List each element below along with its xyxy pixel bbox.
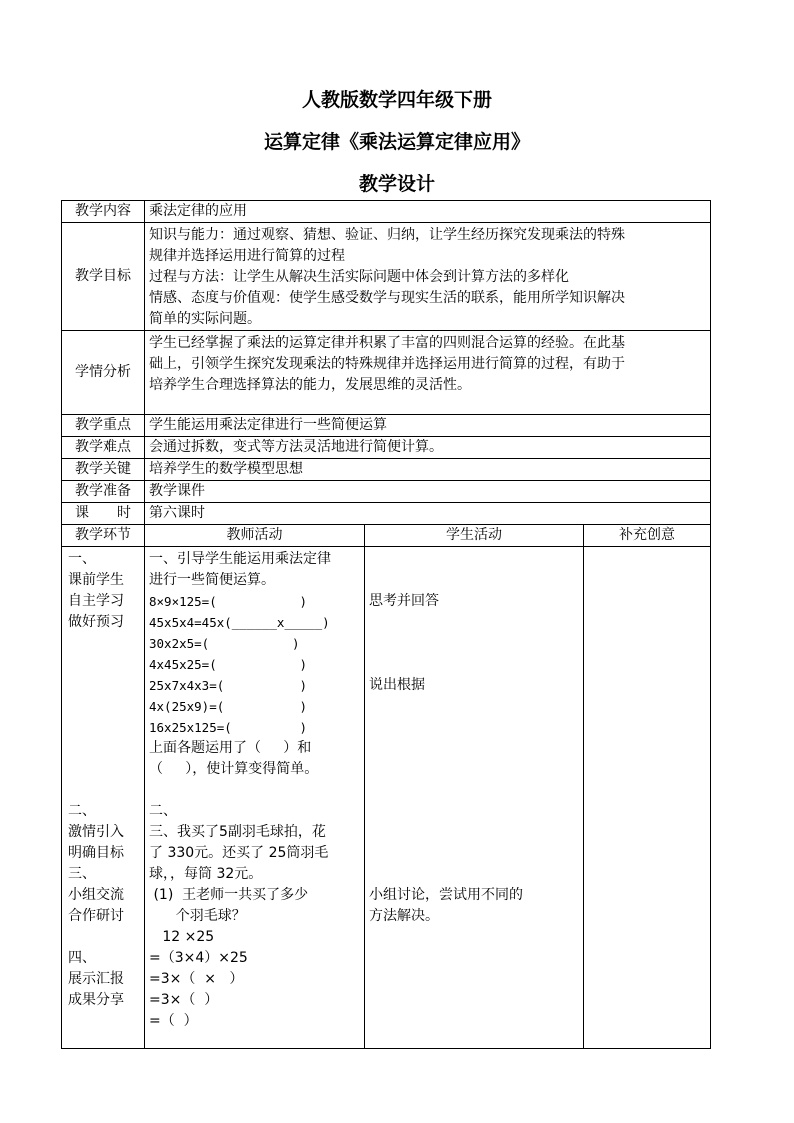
row-prep — [62, 481, 711, 503]
teacher-line: 三、我买了5副羽毛球拍，花 — [149, 824, 326, 840]
header-extra: 补充创意 — [584, 525, 711, 547]
goals-line: 知识与能力：通过观察、猜想、验证、归纳，让学生经历探究发现乘法的特殊 — [149, 227, 625, 243]
value-pivot: 培养学生的数学模型思想 — [145, 459, 711, 481]
student-column — [365, 547, 584, 1049]
row-analysis — [62, 331, 711, 415]
teacher-line: =（ ） — [149, 1013, 198, 1029]
row-key — [62, 415, 711, 437]
teacher-line: 了 330元。还买了 25筒羽毛 — [149, 845, 329, 861]
analysis-line: 础上，引领学生探究发现乘法的特殊规律并选择运用进行简算的过程，有助于 — [149, 356, 625, 372]
process-header-row — [62, 525, 711, 547]
row-period — [62, 503, 711, 525]
teacher-line: 45x5x4=45x(______x_____) — [149, 615, 330, 630]
teacher-column — [145, 547, 365, 1049]
analysis-line: 培养学生合理选择算法的能力，发展思维的灵活性。 — [149, 377, 471, 393]
label-period: 课 时 — [62, 503, 145, 525]
teacher-line: 30x2x5=( ) — [149, 636, 300, 651]
teacher-line: 8×9×125=( ) — [149, 594, 308, 609]
stage-line: 四、 — [68, 950, 96, 966]
teacher-line: (1) 王老师一共买了多少 — [149, 887, 309, 903]
label-difficulty: 教学难点 — [62, 437, 145, 459]
teacher-line: 4x(25x9)=( ) — [149, 699, 308, 714]
value-period: 第六课时 — [145, 503, 711, 525]
teacher-line: （ ），使计算变得简单。 — [149, 761, 319, 777]
teacher-line: =3×（ × ） — [149, 971, 244, 987]
teacher-line: =（3×4）×25 — [149, 950, 248, 966]
goals-line: 规律并选择运用进行简算的过程 — [149, 248, 345, 264]
process-body-row — [62, 547, 711, 1049]
label-goals: 教学目标 — [62, 223, 145, 331]
row-content — [62, 201, 711, 223]
student-line: 小组讨论，尝试用不同的 — [369, 887, 523, 903]
stage-line: 小组交流 — [68, 887, 124, 903]
teacher-line: 25x7x4x3=( ) — [149, 678, 308, 693]
label-pivot: 教学关键 — [62, 459, 145, 481]
lesson-title: 运算定律《乘法运算定律应用》 — [263, 131, 530, 153]
stage-column — [62, 547, 145, 1049]
document-subtitle: 教学设计 — [358, 173, 435, 195]
value-analysis — [145, 331, 711, 415]
teacher-line: 球，，每筒 32元。 — [149, 866, 263, 882]
stage-line: 一、 — [68, 551, 96, 567]
extra-column — [584, 547, 711, 1049]
goals-line: 情感、态度与价值观：使学生感受数学与现实生活的联系，能用所学知识解决 — [149, 290, 625, 306]
label-prep: 教学准备 — [62, 481, 145, 503]
stage-line: 展示汇报 — [68, 971, 124, 987]
row-difficulty — [62, 437, 711, 459]
stage-line: 三、 — [68, 866, 96, 882]
student-line: 说出根据 — [369, 677, 425, 693]
teacher-line: =3×（ ） — [149, 992, 219, 1008]
value-key: 学生能运用乘法定律进行一些简便运算 — [145, 415, 711, 437]
value-content: 乘法定律的应用 — [145, 201, 711, 223]
teacher-line: 一、引导学生能运用乘法定律 — [149, 551, 331, 567]
goals-line: 简单的实际问题。 — [149, 311, 261, 327]
teacher-line: 二、 — [149, 803, 177, 819]
stage-line: 明确目标 — [68, 845, 124, 861]
value-difficulty: 会通过拆数，变式等方法灵活地进行简便计算。 — [145, 437, 711, 459]
header-stage: 教学环节 — [62, 525, 145, 547]
label-content: 教学内容 — [62, 201, 145, 223]
stage-line: 成果分享 — [68, 992, 124, 1008]
teacher-line: 进行一些简便运算。 — [149, 572, 275, 588]
label-key: 教学重点 — [62, 415, 145, 437]
row-pivot — [62, 459, 711, 481]
stage-line: 自主学习 — [68, 593, 124, 609]
stage-line: 合作研讨 — [68, 908, 124, 924]
teacher-line: 12 ×25 — [149, 929, 215, 945]
goals-line: 过程与方法：让学生从解决生活实际问题中体会到计算方法的多样化 — [149, 269, 569, 285]
value-prep: 教学课件 — [145, 481, 711, 503]
teacher-line: 个羽毛球？ — [149, 908, 246, 924]
label-analysis: 学情分析 — [62, 331, 145, 415]
value-goals — [145, 223, 711, 331]
teacher-line: 4x45x25=( ) — [149, 657, 308, 672]
analysis-line: 学生已经掌握了乘法的运算定律并积累了丰富的四则混合运算的经验。在此基 — [149, 335, 625, 351]
row-goals — [62, 223, 711, 331]
stage-line: 做好预习 — [68, 614, 124, 630]
teacher-line: 16x25x125=( ) — [149, 720, 308, 735]
stage-line: 激情引入 — [68, 824, 124, 840]
header-student: 学生活动 — [365, 525, 584, 547]
stage-line: 课前学生 — [68, 572, 124, 588]
student-line: 方法解决。 — [369, 908, 439, 924]
stage-line: 二、 — [68, 803, 96, 819]
header-teacher: 教师活动 — [145, 525, 365, 547]
document-title: 人教版数学四年级下册 — [301, 89, 492, 111]
lesson-plan-table — [61, 200, 711, 1049]
student-line: 思考并回答 — [369, 593, 439, 609]
teacher-line: 上面各题运用了（ ）和 — [149, 740, 312, 756]
